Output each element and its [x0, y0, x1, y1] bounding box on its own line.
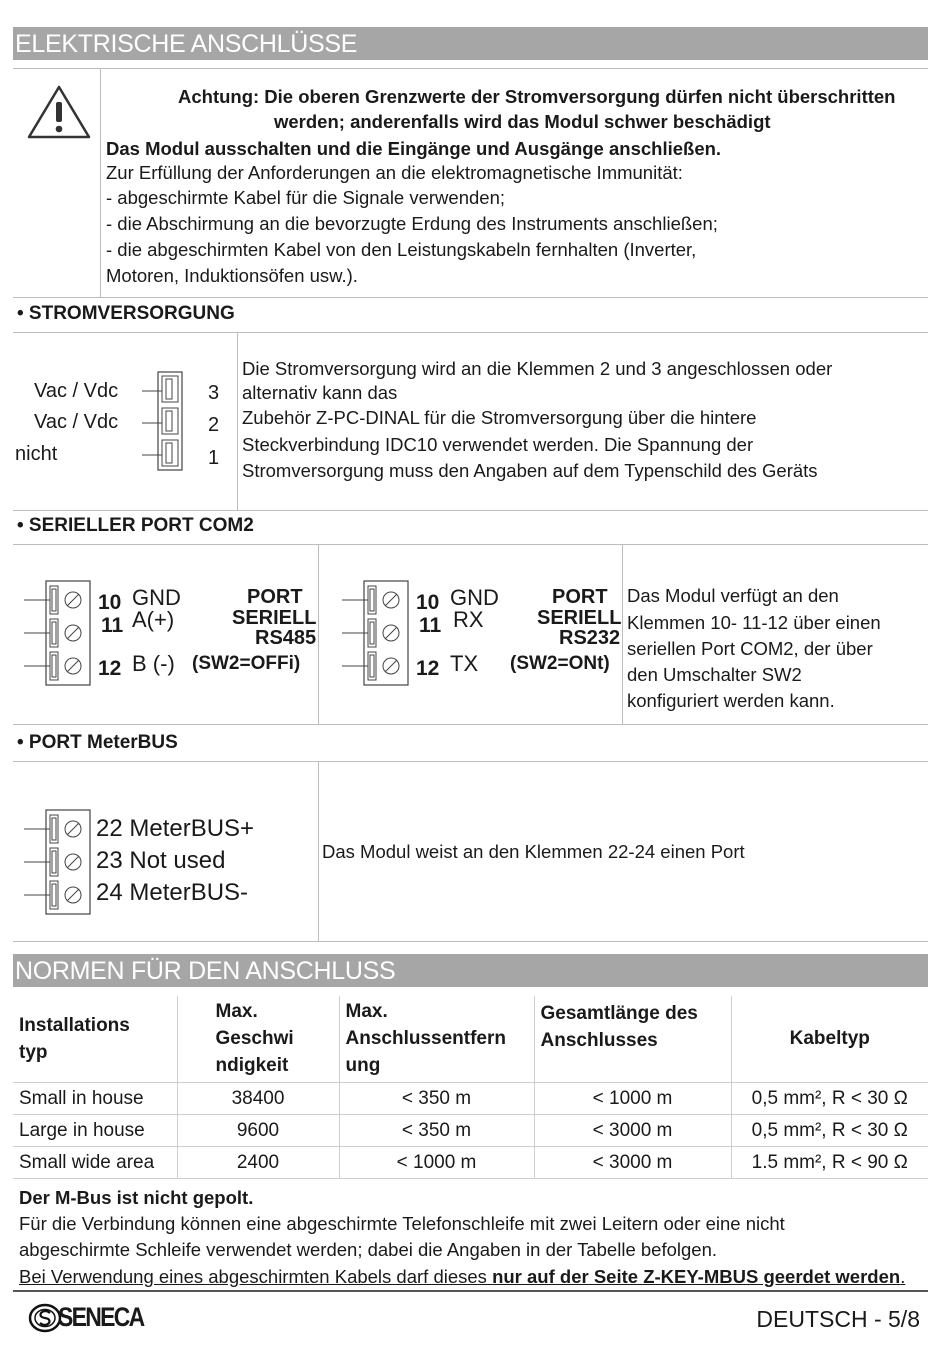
divider [13, 510, 928, 511]
table-header-row [13, 996, 928, 1082]
note-line-grounding [19, 1264, 905, 1290]
divider [318, 761, 319, 941]
signal-label: RX [453, 607, 484, 632]
seneca-logo-icon [28, 1303, 62, 1333]
divider [318, 544, 319, 724]
column-header: Gesamtlänge des Anschlusses [534, 996, 731, 1082]
power-text-line: alternativ kann das [242, 382, 398, 403]
table-cell: < 350 m [339, 1114, 534, 1146]
emc-line: Zur Erfüllung der Anforderungen an die elektromagnetische Immunität: [106, 162, 683, 183]
meterbus-terminal-block [22, 808, 94, 916]
column-header: Kabeltyp [731, 996, 928, 1082]
pin-number: 3 [208, 382, 220, 404]
signal-label: A(+) [132, 607, 175, 632]
note-line: abgeschirmte Schleife verwendet werden; dabei die Angaben in der Tabelle befolgen. [19, 1239, 717, 1260]
divider [13, 297, 928, 298]
pin-number: 12 [416, 657, 440, 680]
warning-text-line1: Achtung: Die oberen Grenzwerte der Stromversorgung dürfen nicht überschritten [178, 86, 896, 107]
com2-text-line: den Umschalter SW2 [627, 664, 802, 685]
power-label: Vac / Vdc [34, 380, 119, 402]
power-label: Vac / Vdc [34, 411, 119, 433]
note-end: . [900, 1266, 906, 1287]
port-label: PORT [247, 586, 303, 608]
instruction-text: Das Modul ausschalten und die Eingänge und Ausgänge anschließen. [106, 138, 722, 159]
table-cell: < 1000 m [339, 1146, 534, 1178]
port-label: PORT [552, 586, 608, 608]
table-cell: < 3000 m [534, 1114, 731, 1146]
pin-number: 12 [98, 657, 122, 680]
switch-label: (SW2=OFFi) [192, 653, 301, 674]
pin-number: 11 [419, 614, 442, 637]
pin-number: 2 [208, 414, 220, 436]
com2-text-line: seriellen Port COM2, der über [627, 638, 873, 659]
meterbus-label: 23 Not used [96, 847, 226, 874]
rs485-terminal-block [22, 579, 94, 687]
meterbus-label: 22 MeterBUS+ [96, 815, 255, 842]
power-label: nicht [15, 443, 58, 465]
power-heading: • STROMVERSORGUNG [17, 303, 235, 324]
power-text-line: Die Stromversorgung wird an die Klemmen 2 und 3 angeschlossen oder [242, 358, 833, 379]
table-cell: 9600 [177, 1114, 339, 1146]
column-header: Max. Anschlussentfern ung [339, 996, 534, 1082]
signal-label: B (-) [132, 651, 175, 676]
port-label: SERIELL [232, 607, 317, 629]
pin-number: 10 [98, 591, 122, 614]
note-plain: Bei Verwendung eines abgeschirmten Kabels darf dieses [19, 1266, 493, 1287]
table-cell: 1.5 mm², R < 90 Ω [731, 1146, 928, 1178]
warning-icon [26, 84, 92, 140]
emc-line: - die abgeschirmten Kabel von den Leistungskabeln fernhalten (Inverter, [106, 239, 697, 260]
table-cell: 2400 [177, 1146, 339, 1178]
table-cell: Large in house [13, 1114, 177, 1146]
port-label: RS485 [255, 627, 317, 649]
note-bold: Der M-Bus ist nicht gepolt. [19, 1187, 254, 1208]
divider [13, 724, 928, 725]
table-cell: < 1000 m [534, 1082, 731, 1114]
power-terminal-block [140, 370, 204, 474]
meterbus-heading: • PORT MeterBUS [17, 732, 178, 753]
pin-number: 11 [101, 614, 124, 637]
switch-label: (SW2=ONt) [510, 653, 610, 674]
note-emphasis: nur auf der Seite Z-KEY-MBUS geerdet werden [492, 1266, 901, 1287]
emc-line: - abgeschirmte Kabel für die Signale verwenden; [106, 187, 506, 208]
divider [13, 941, 928, 942]
table-cell: < 3000 m [534, 1146, 731, 1178]
table-cell: 0,5 mm², R < 30 Ω [731, 1082, 928, 1114]
table-cell: Small wide area [13, 1146, 177, 1178]
table-row [13, 1082, 928, 1114]
signal-label: GND [450, 585, 499, 610]
power-text-line: Stromversorgung muss den Angaben auf dem Typenschild des Geräts [242, 460, 818, 481]
table-cell: 0,5 mm², R < 30 Ω [731, 1114, 928, 1146]
rs232-terminal-block [340, 579, 412, 687]
com2-text-line: Klemmen 10- 11-12 über einen [627, 612, 881, 633]
divider [13, 544, 928, 545]
divider [13, 68, 928, 69]
divider [622, 544, 623, 724]
com2-text-line: Das Modul verfügt an den [627, 585, 839, 606]
power-text-line: Steckverbindung IDC10 verwendet werden. Die Spannung der [242, 434, 754, 455]
divider [13, 332, 928, 333]
norms-table [13, 996, 928, 1179]
page-number: DEUTSCH - 5/8 [756, 1306, 920, 1332]
port-label: RS232 [559, 627, 621, 649]
table-cell: 38400 [177, 1082, 339, 1114]
meterbus-text: Das Modul weist an den Klemmen 22-24 einen Port [322, 841, 745, 862]
port-label: SERIELL [537, 607, 622, 629]
signal-label: GND [132, 585, 181, 610]
table-cell: Small in house [13, 1082, 177, 1114]
meterbus-label: 24 MeterBUS- [96, 879, 249, 906]
column-header: Installations typ [13, 996, 177, 1082]
table-row [13, 1146, 928, 1178]
section-title-norms: NORMEN FÜR DEN ANSCHLUSS [13, 954, 928, 987]
pin-number: 1 [208, 447, 220, 469]
com2-text-line: konfiguriert werden kann. [627, 690, 835, 711]
section-title-electrical: ELEKTRISCHE ANSCHLÜSSE [13, 27, 928, 60]
pin-number: 10 [416, 591, 440, 614]
divider [13, 761, 928, 762]
table-cell: < 350 m [339, 1082, 534, 1114]
divider [100, 68, 101, 297]
power-text-line: Zubehör Z-PC-DINAL für die Stromversorgung über die hintere [242, 407, 757, 428]
com2-heading: • SERIELLER PORT COM2 [17, 515, 254, 536]
seneca-logo-text: SENECA [58, 1302, 144, 1332]
divider [237, 332, 238, 510]
emc-line: Motoren, Induktionsöfen usw.). [106, 265, 358, 286]
warning-text-line2: werden; anderenfalls wird das Modul schwer beschädigt [274, 111, 771, 132]
emc-line: - die Abschirmung an die bevorzugte Erdung des Instruments anschließen; [106, 213, 718, 234]
seneca-logo [28, 1302, 159, 1333]
note-line: Für die Verbindung können eine abgeschirmte Telefonschleife mit zwei Leitern oder eine nicht [19, 1213, 785, 1234]
signal-label: TX [450, 651, 479, 676]
table-row [13, 1114, 928, 1146]
footer-rule [13, 1290, 928, 1292]
column-header: Max. Geschwi ndigkeit [177, 996, 339, 1082]
